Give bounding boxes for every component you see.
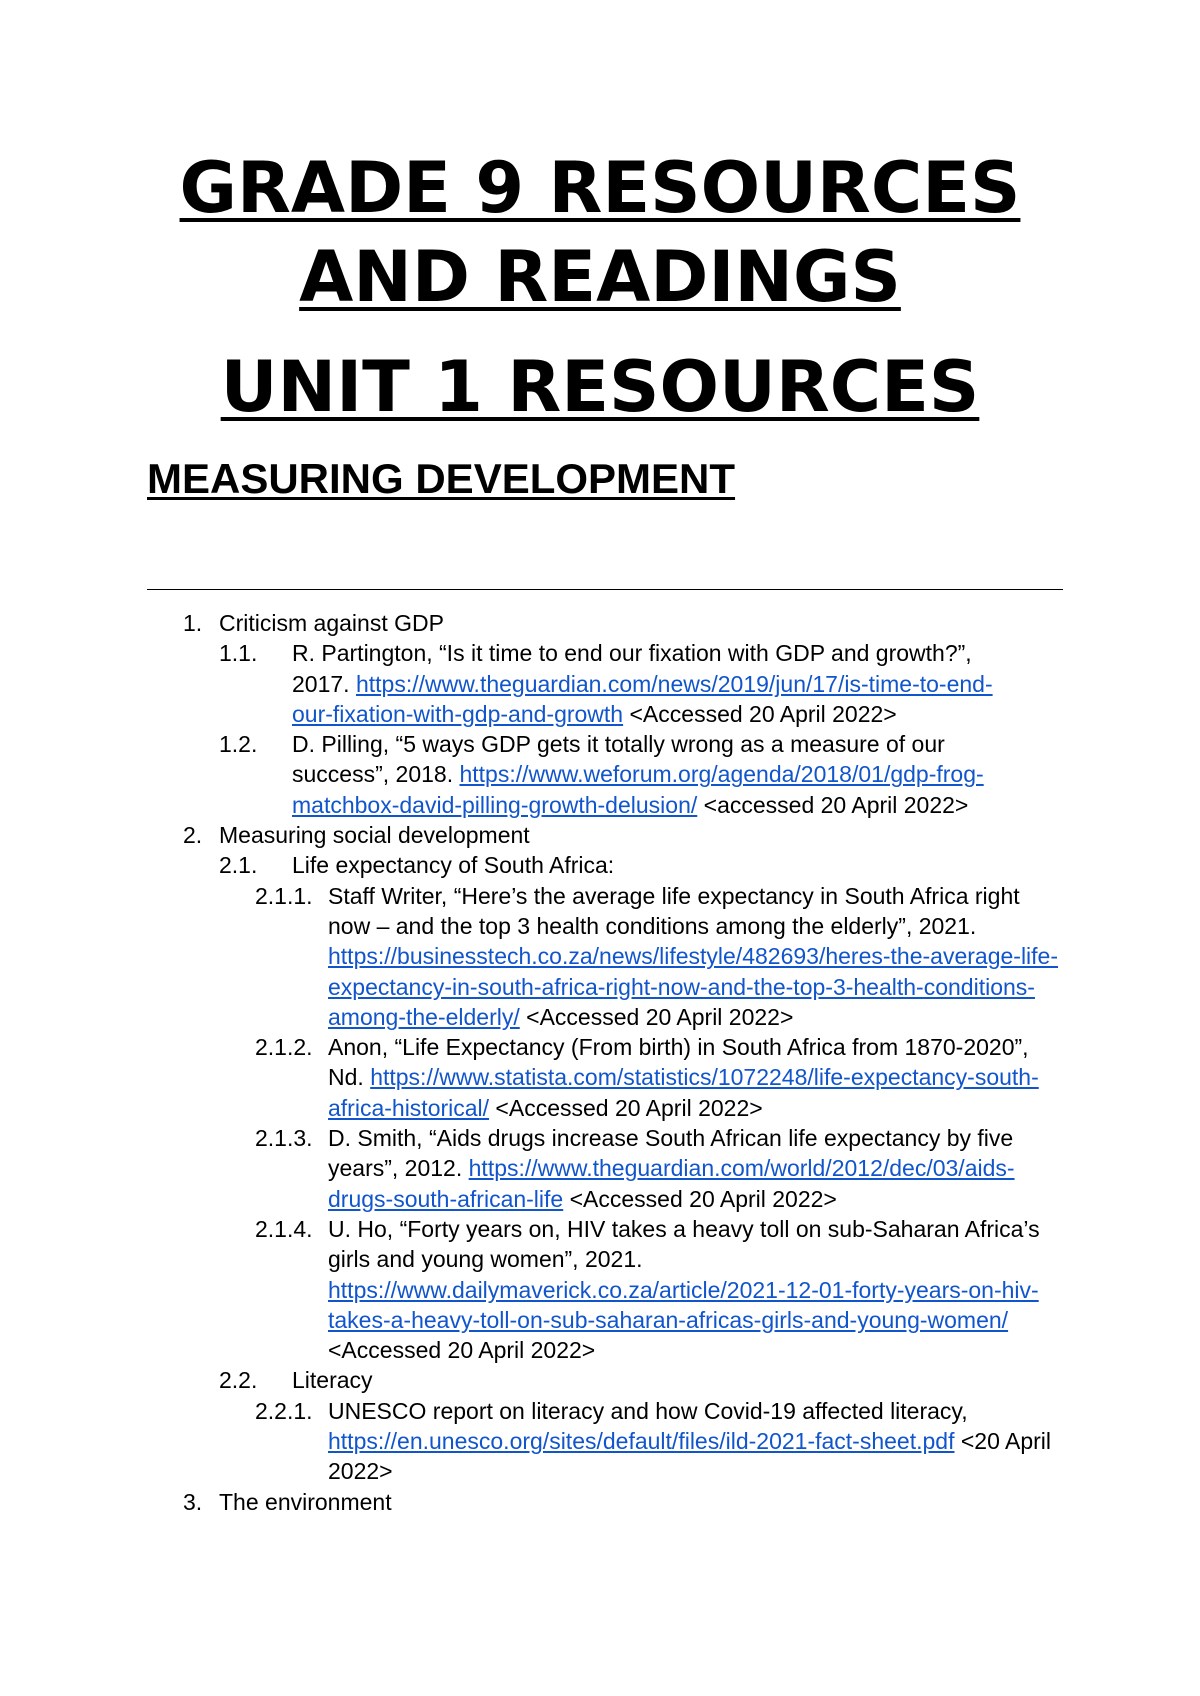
access-date: <Accessed 20 April 2022> (623, 700, 897, 727)
citation-link[interactable]: https://www.statista.com/statistics/1072248/life-expectancy-south-africa-historical/ (328, 1064, 1039, 1121)
citation-text: Anon, “Life Expectancy (From birth) in South Africa from 1870-2020”, Nd. (328, 1034, 1029, 1091)
list-number: 2.2.1. (255, 1397, 313, 1424)
citation-text: Staff Writer, “Here’s the average life expectancy in South Africa right now – and the top 3 health conditions among the elderly”, 2021. (328, 882, 1020, 939)
access-date: <20 April 2022> (328, 1428, 1052, 1485)
citation-link[interactable]: https://www.theguardian.com/world/2012/dec/03/aids-drugs-south-african-life (328, 1155, 1015, 1212)
list-item (0, 850, 1025, 880)
citation-text: UNESCO report on literacy and how Covid-19 affected literacy, (328, 1397, 968, 1424)
list-number: 2.2. (219, 1367, 258, 1394)
list-item (0, 820, 1200, 850)
list-number: 1.2. (219, 731, 258, 758)
list-item (0, 1396, 1058, 1487)
list-number: 3. (183, 1488, 203, 1515)
horizontal-divider (147, 589, 1063, 590)
access-date: <Accessed 20 April 2022> (328, 1337, 596, 1364)
list-item (0, 1365, 1025, 1395)
list-number: 1.1. (219, 640, 258, 667)
list-item (0, 729, 1025, 820)
citation-text: R. Partington, “Is it time to end our fixation with GDP and growth?”, 2017. (292, 640, 972, 697)
list-text: The environment (219, 1488, 392, 1515)
list-item (0, 1487, 1200, 1517)
list-text: Criticism against GDP (219, 610, 444, 636)
list-number: 2. (183, 822, 203, 849)
list-number: 2.1.1. (255, 882, 313, 909)
document-title-line-2: AND READINGS (299, 236, 901, 318)
access-date: <Accessed 20 April 2022> (563, 1185, 837, 1212)
citation-link[interactable]: https://www.theguardian.com/news/2019/jun/17/is-time-to-end-our-fixation-with-gdp-and-growth (292, 670, 993, 727)
list-text: Literacy (292, 1367, 373, 1394)
citation-link[interactable]: https://www.dailymaverick.co.za/article/2021-12-01-forty-years-on-hiv-takes-a-heavy-toll-on-sub-saharan-africas-girls-and-young-women/ (328, 1276, 1039, 1333)
list-text: Measuring social development (219, 822, 530, 849)
list-number: 2.1. (219, 852, 258, 879)
list-item (0, 1123, 1058, 1214)
list-item (0, 881, 1058, 1032)
list-number: 2.1.3. (255, 1125, 313, 1152)
access-date: <Accessed 20 April 2022> (489, 1094, 763, 1121)
unit-title: UNIT 1 RESOURCES (220, 346, 980, 428)
document-title-line-1: GRADE 9 RESOURCES (179, 147, 1021, 229)
citation-text: U. Ho, “Forty years on, HIV takes a heavy toll on sub-Saharan Africa’s girls and young women”, 2021. (328, 1215, 1040, 1273)
access-date: <accessed 20 April 2022> (697, 791, 969, 818)
citation-link[interactable]: https://www.weforum.org/agenda/2018/01/gdp-frog-matchbox-david-pilling-growth-delusion/ (292, 761, 984, 818)
section-title: MEASURING DEVELOPMENT (147, 455, 736, 502)
resource-list (0, 608, 1200, 1517)
list-number: 2.1.4. (255, 1215, 313, 1242)
list-item (0, 1214, 1058, 1365)
list-item (0, 608, 1200, 638)
citation-text: D. Pilling, “5 ways GDP gets it totally wrong as a measure of our success”, 2018. (292, 731, 945, 788)
citation-link[interactable]: https://en.unesco.org/sites/default/files/ild-2021-fact-sheet.pdf (328, 1428, 955, 1455)
list-text: Life expectancy of South Africa: (292, 852, 615, 879)
list-number: 1. (183, 610, 203, 636)
access-date: <Accessed 20 April 2022> (519, 1003, 794, 1030)
list-number: 2.1.2. (255, 1034, 313, 1061)
list-item (0, 638, 1025, 729)
list-item (0, 1032, 1058, 1123)
citation-link[interactable]: https://businesstech.co.za/news/lifestyle/482693/heres-the-average-life-expectancy-in-south-africa-right-now-and-the-top-3-health-conditions-among-the-elderly/ (328, 943, 1059, 1030)
citation-text: D. Smith, “Aids drugs increase South African life expectancy by five years”, 2012. (328, 1125, 1014, 1182)
